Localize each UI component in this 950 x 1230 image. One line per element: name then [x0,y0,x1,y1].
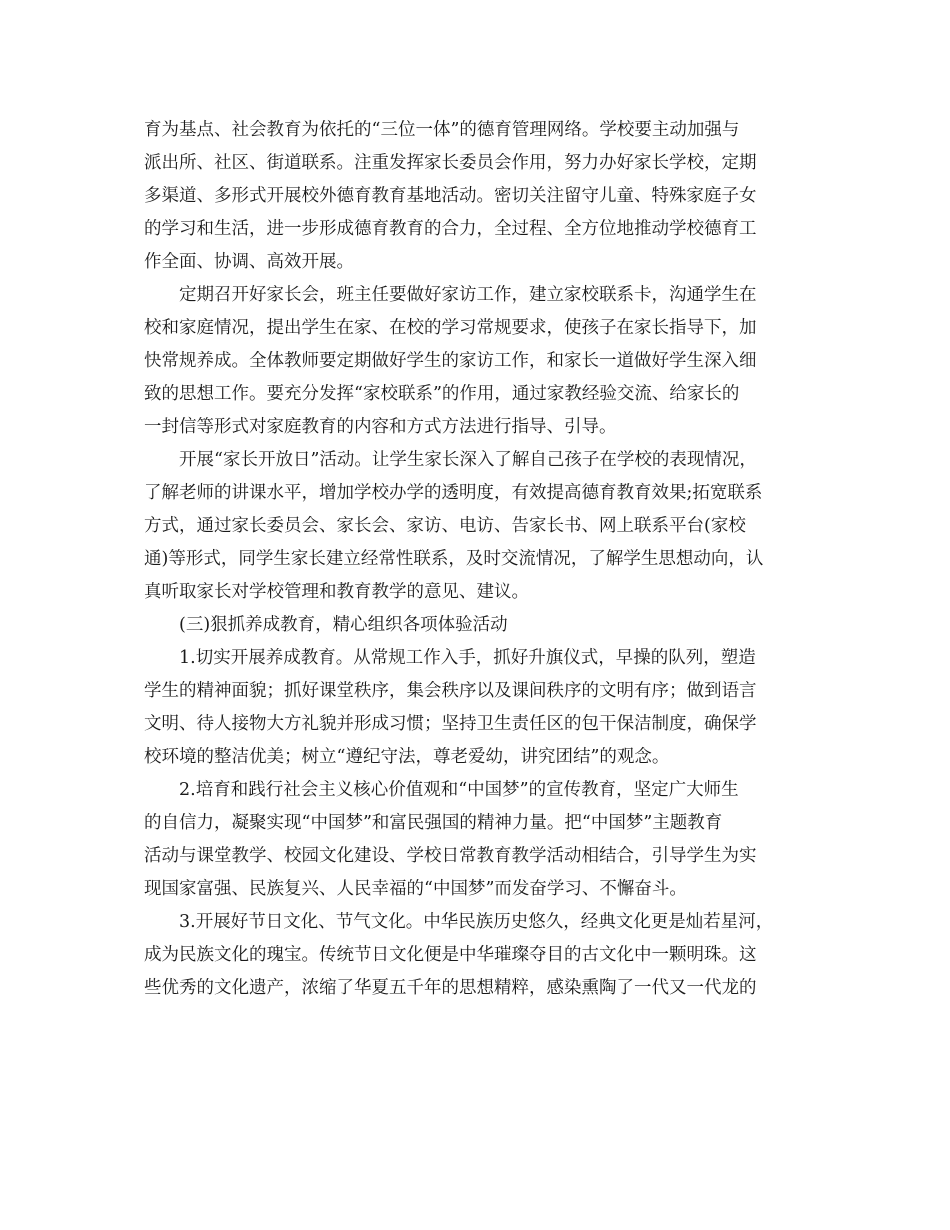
document-body [144,114,808,1005]
paragraph-item-1: 1.切实开展养成教育。从常规工作入手，抓好升旗仪式，早操的队列，塑造 学生的精神面貌；抓好课堂秩序，集会秩序以及课间秩序的文明有序；做到语言 文明、待人接物大方礼貌并形成习惯；坚持卫生责任区的包干保洁制度，确保学 校环境的整洁优美；树立“遵纪守法，尊老爱幼，讲究团结”的观念。 [144,648,757,767]
paragraph-parent-open-day: 开展“家长开放日”活动。让学生家长深入了解自己孩子在学校的表现情况， 了解老师的讲课水平，增加学校办学的透明度，有效提高德育教育效果;拓宽联系 方式，通过家长委员会、家长会、家访、电访、告家长书、网上联系平台(家校 通)等形式，同学生家长建立经常性联系，及时交流情况，了解学生思想动向，认 真听取家长对学校管理和教育教学的意见、建议。 [144,450,764,602]
paragraph-continuation: 育为基点、社会教育为依托的“三位一体”的德育管理网络。学校要主动加强与 派出所、社区、街道联系。注重发挥家长委员会作用，努力办好家长学校，定期 多渠道、多形式开展校外德育教育基地活动。密切关注留守儿童、特殊家庭子女 的学习和生活，进一步形成德育教育的合力，全过程、全方位地推动学校德育工 作全面、协调、高效开展。 [144,120,757,272]
section-heading: (三)狠抓养成教育，精心组织各项体验活动 [179,615,508,635]
paragraph-parent-meetings: 定期召开好家长会，班主任要做好家访工作，建立家校联系卡，沟通学生在 校和家庭情况，提出学生在家、在校的学习常规要求，使孩子在家长指导下，加 快常规养成。全体教师要定期做好学生的家访工作，和家长一道做好学生深入细 致的思想工作。要充分发挥“家校联系”的作用，通过家教经验交流、给家长的 一封信等形式对家庭教育的内容和方式方法进行指导、引导。 [144,285,757,437]
paragraph-item-3: 3.开展好节日文化、节气文化。中华民族历史悠久，经典文化更是灿若星河， 成为民族文化的瑰宝。传统节日文化便是中华璀璨夺目的古文化中一颗明珠。这 些优秀的文化遗产，浓缩了华夏五千年的思想精粹，感染熏陶了一代又一代龙的 [144,912,774,998]
paragraph-item-2: 2.培育和践行社会主义核心价值观和“中国梦”的宣传教育，坚定广大师生 的自信力，凝聚实现“中国梦”和富民强国的精神力量。把“中国梦”主题教育 活动与课堂教学、校园文化建设、学校日常教育教学活动相结合，引导学生为实 现国家富强、民族复兴、人民幸福的“中国梦”而发奋学习、不懈奋斗。 [144,780,757,899]
